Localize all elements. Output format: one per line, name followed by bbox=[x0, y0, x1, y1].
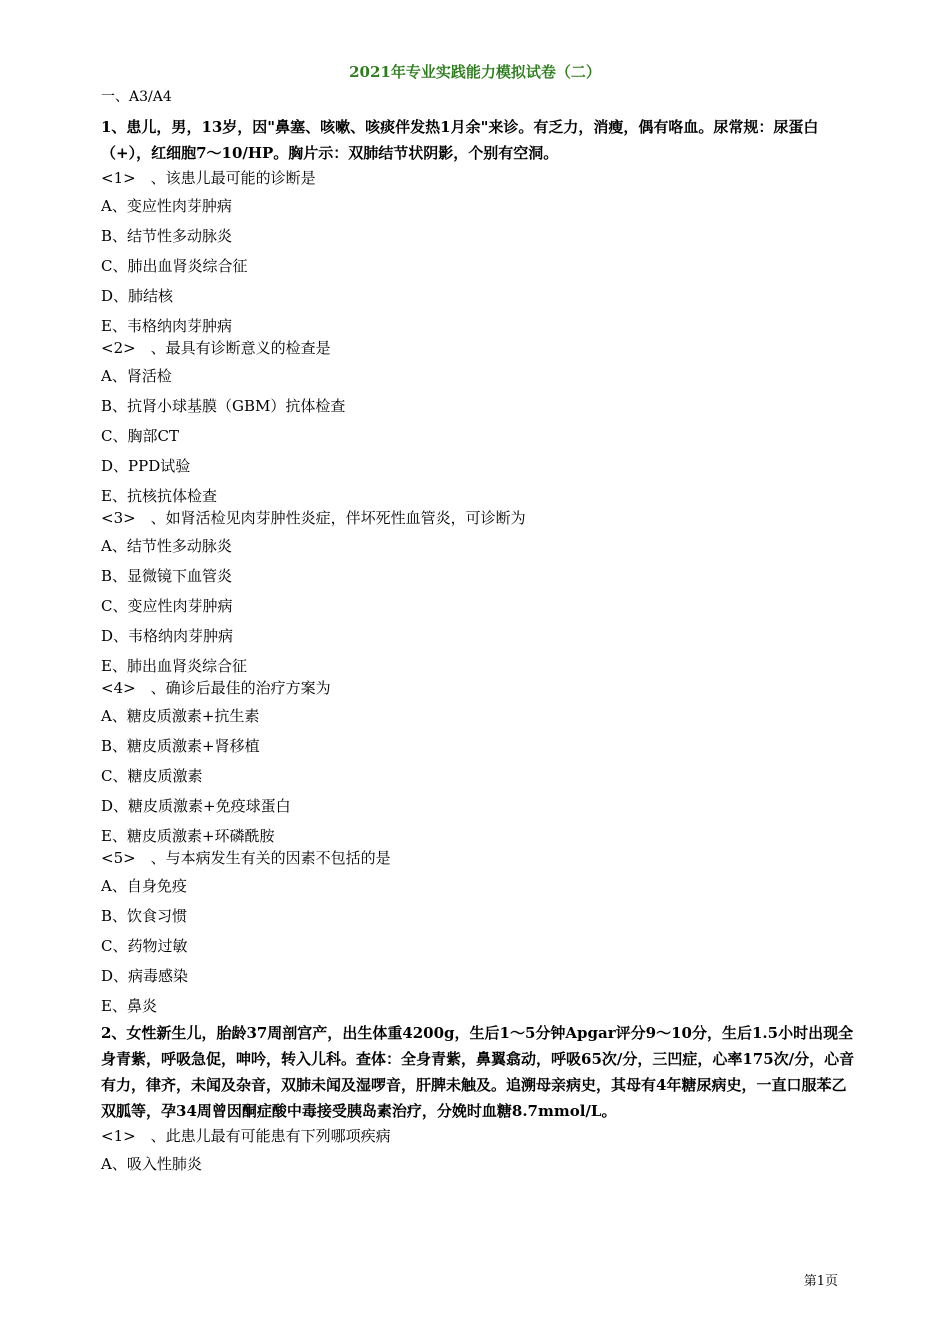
option-item: D、韦格纳肉芽肿病 bbox=[101, 627, 234, 645]
sub-question-text: <1> 、此患儿最有可能患有下列哪项疾病 bbox=[101, 1127, 391, 1145]
sub-question bbox=[101, 848, 861, 1016]
question-stem: 1、患儿，男，13岁，因"鼻塞、咳嗽、咳痰伴发热1月余"来诊。有乏力，消瘦，偶有咯血。尿常规：尿蛋白（+），红细胞7～10/HP。胸片示：双肺结节状阴影，个别有空洞。 bbox=[101, 118, 819, 162]
option-item: B、结节性多动脉炎 bbox=[101, 227, 233, 245]
sub-question bbox=[101, 1126, 861, 1174]
sub-question bbox=[101, 508, 861, 676]
question-block bbox=[101, 114, 861, 1016]
option-item: E、韦格纳肉芽肿病 bbox=[101, 317, 232, 335]
option-item: A、糖皮质激素+抗生素 bbox=[101, 707, 260, 725]
option-item: A、结节性多动脉炎 bbox=[101, 537, 232, 555]
option-item: E、肺出血肾炎综合征 bbox=[101, 657, 247, 675]
option-item: B、饮食习惯 bbox=[101, 907, 188, 925]
document-title: 2021年专业实践能力模拟试卷（二） bbox=[349, 63, 601, 81]
section-label: 一、A3/A4 bbox=[101, 89, 172, 105]
option-item: A、肾活检 bbox=[101, 367, 172, 385]
option-item: E、鼻炎 bbox=[101, 997, 157, 1015]
sub-question-text: <2> 、最具有诊断意义的检查是 bbox=[101, 339, 331, 357]
option-item: D、糖皮质激素+免疫球蛋白 bbox=[101, 797, 291, 815]
sub-question bbox=[101, 678, 861, 846]
sub-question bbox=[101, 338, 861, 506]
option-item: B、显微镜下血管炎 bbox=[101, 567, 233, 585]
option-item: E、抗核抗体检查 bbox=[101, 487, 217, 505]
question-block bbox=[101, 1020, 861, 1174]
option-item: C、变应性肉芽肿病 bbox=[101, 597, 233, 615]
sub-question bbox=[101, 168, 861, 336]
option-item: A、自身免疫 bbox=[101, 877, 187, 895]
sub-question-text: <4> 、确诊后最佳的治疗方案为 bbox=[101, 679, 331, 697]
option-item: B、糖皮质激素+肾移植 bbox=[101, 737, 260, 755]
page-number: 第1页 bbox=[803, 1274, 838, 1289]
option-item: A、吸入性肺炎 bbox=[101, 1155, 202, 1173]
option-item: C、糖皮质激素 bbox=[101, 767, 203, 785]
option-item: D、肺结核 bbox=[101, 287, 174, 305]
option-item: D、PPD试验 bbox=[101, 457, 191, 475]
option-item: C、胸部CT bbox=[101, 427, 179, 445]
question-stem: 2、女性新生儿，胎龄37周剖宫产，出生体重4200g，生后1～5分钟Apgar评分9～10分，生后1.5小时出现全身青紫，呼吸急促，呻吟，转入儿科。查体：全身青紫，鼻翼翕动，呼吸65次/分，三凹症，心率175次/分，心音有力，律齐，未闻及杂音，双肺未闻及湿啰音，肝脾未触及。追溯母亲病史，其母有4年糖尿病史，一直口服苯乙双胍等，孕34周曾因酮症酸中毒接受胰岛素治疗，分娩时血糖8.7mmol/L。 bbox=[101, 1024, 855, 1120]
sub-question-text: <1> 、该患儿最可能的诊断是 bbox=[101, 169, 316, 187]
document-body bbox=[101, 86, 861, 1184]
option-item: D、病毒感染 bbox=[101, 967, 189, 985]
option-item: C、药物过敏 bbox=[101, 937, 188, 955]
option-item: B、抗肾小球基膜（GBM）抗体检查 bbox=[101, 397, 346, 415]
option-item: A、变应性肉芽肿病 bbox=[101, 197, 232, 215]
sub-question-text: <3> 、如肾活检见肉芽肿性炎症，伴坏死性血管炎，可诊断为 bbox=[101, 509, 526, 527]
option-item: C、肺出血肾炎综合征 bbox=[101, 257, 248, 275]
option-item: E、糖皮质激素+环磷酰胺 bbox=[101, 827, 275, 845]
sub-question-text: <5> 、与本病发生有关的因素不包括的是 bbox=[101, 849, 391, 867]
